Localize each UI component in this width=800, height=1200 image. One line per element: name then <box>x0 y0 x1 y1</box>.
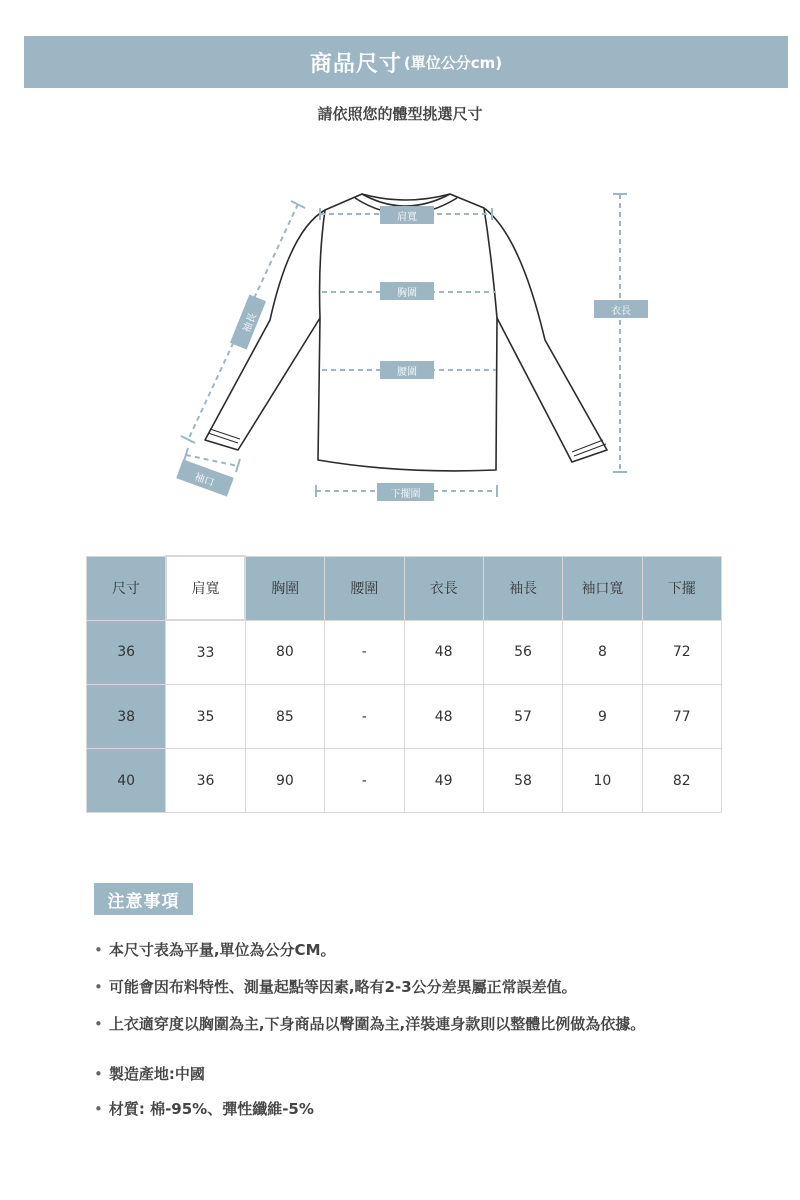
diagram-label-chest: 胸圍 <box>380 282 434 300</box>
page-subtitle: 請依照您的體型挑選尺寸 <box>317 105 483 123</box>
row-size: 40 <box>87 749 166 813</box>
note-text: 製造產地:中國 <box>108 1065 205 1083</box>
table-cell: 58 <box>483 749 562 813</box>
diagram-label-waist: 腰圍 <box>380 361 434 379</box>
table-cell: 80 <box>245 620 324 685</box>
table-cell: 36 <box>166 749 245 813</box>
diagram-label-cuff: 袖口 <box>176 459 234 496</box>
header-cuff: 袖口寬 <box>563 556 642 620</box>
table-cell: 8 <box>563 620 642 685</box>
table-cell: 35 <box>166 685 245 749</box>
note-item: • 製造產地:中國 <box>94 1065 205 1083</box>
table-cell: 85 <box>245 685 324 749</box>
note-item: • 可能會因布料特性、測量起點等因素,略有2-3公分差異屬正常誤差值。 <box>94 978 577 996</box>
table-cell: 77 <box>642 685 721 749</box>
note-item: • 上衣適穿度以胸圍為主,下身商品以臀圍為主,洋裝連身款則以整體比例做為依據。 <box>94 1015 646 1033</box>
size-table <box>86 555 722 813</box>
table-cell: - <box>325 685 404 749</box>
page-title: 商品尺寸 <box>309 51 402 77</box>
garment-diagram <box>0 150 800 530</box>
notes-title: 注意事項 <box>94 883 193 915</box>
diagram-label-shoulder: 肩寬 <box>380 206 434 224</box>
header-length: 衣長 <box>404 556 483 620</box>
header-waist: 腰圍 <box>325 556 404 620</box>
diagram-label-hem: 下擺圍 <box>377 483 434 501</box>
table-cell: 48 <box>404 685 483 749</box>
table-cell: - <box>325 620 404 685</box>
note-text: 上衣適穿度以胸圍為主,下身商品以臀圍為主,洋裝連身款則以整體比例做為依據。 <box>108 1015 646 1033</box>
header-shoulder: 肩寬 <box>166 556 245 620</box>
table-cell: 56 <box>483 620 562 685</box>
table-cell: 10 <box>563 749 642 813</box>
note-text: 材質: 棉-95%、彈性纖維-5% <box>108 1100 314 1118</box>
table-cell: 72 <box>642 620 721 685</box>
note-item: • 材質: 棉-95%、彈性纖維-5% <box>94 1100 314 1118</box>
table-cell: 57 <box>483 685 562 749</box>
note-text: 可能會因布料特性、測量起點等因素,略有2-3公分差異屬正常誤差值。 <box>108 978 577 996</box>
table-cell: 82 <box>642 749 721 813</box>
table-row <box>87 620 722 685</box>
table-header-row <box>87 556 722 620</box>
header-size: 尺寸 <box>87 556 166 620</box>
header-sleeve: 袖長 <box>483 556 562 620</box>
table-cell: 49 <box>404 749 483 813</box>
table-cell: 48 <box>404 620 483 685</box>
table-row <box>87 749 722 813</box>
note-text: 本尺寸表為平量,單位為公分CM。 <box>108 941 336 959</box>
table-cell: 9 <box>563 685 642 749</box>
header-banner <box>24 36 788 88</box>
diagram-label-length: 衣長 <box>594 300 648 318</box>
table-row <box>87 685 722 749</box>
note-item: • 本尺寸表為平量,單位為公分CM。 <box>94 941 336 959</box>
row-size: 38 <box>87 685 166 749</box>
table-cell: - <box>325 749 404 813</box>
table-cell: 90 <box>245 749 324 813</box>
header-chest: 胸圍 <box>245 556 324 620</box>
page-title-unit: (單位公分cm) <box>403 53 503 72</box>
diagram-label-sleeve: 袖長 <box>230 295 266 350</box>
table-cell: 33 <box>166 620 245 685</box>
row-size: 36 <box>87 620 166 685</box>
header-hem: 下擺 <box>642 556 721 620</box>
